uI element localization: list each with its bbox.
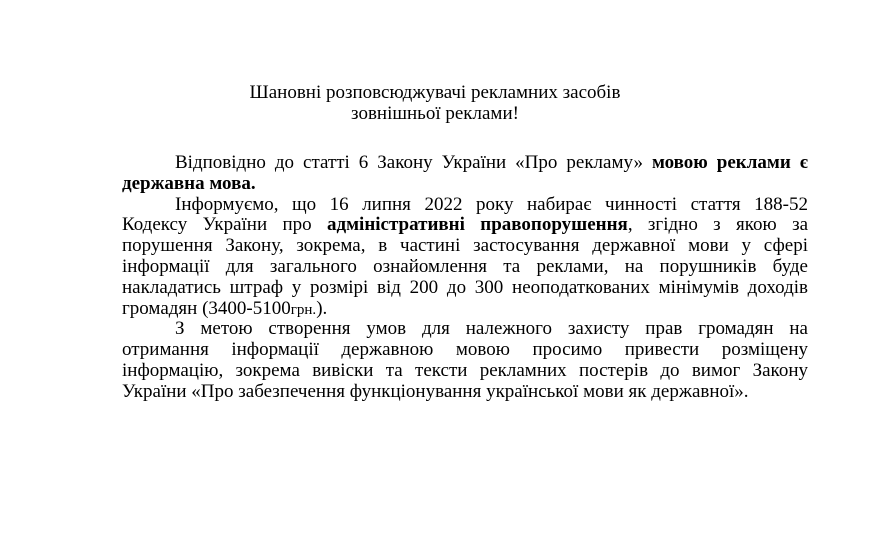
paragraph-request: [122, 319, 808, 402]
text-line: [122, 236, 808, 257]
text-line: [122, 215, 808, 236]
paragraph-language-law: [122, 153, 808, 195]
text-run: Кодексу України про: [122, 214, 327, 236]
title-line-2: зовнішньої реклами!: [351, 103, 519, 124]
text-run: ).: [316, 297, 328, 319]
text-line: [122, 153, 808, 174]
document-body: [122, 153, 808, 403]
text-run: порушення Закону, зокрема, в частині застосування державної мови у сфері: [122, 235, 808, 257]
text-line: [122, 340, 808, 361]
text-run: інформацію, зокрема вивіски та тексти рекламних постерів до вимог Закону: [122, 359, 808, 381]
text-line: [122, 174, 808, 195]
text-line: [122, 195, 808, 216]
text-run: , згідно з якою за: [627, 214, 809, 236]
text-line: [122, 319, 808, 340]
text-run: Інформуємо, що 16 липня 2022 року набирає чинності стаття 188-52: [175, 193, 808, 215]
text-run: З метою створення умов для належного захисту прав громадян на: [175, 318, 808, 340]
text-run: громадян (3400-5100: [122, 297, 291, 319]
title-line-1: Шановні розповсюджувачі рекламних засобів: [249, 82, 621, 103]
text-run: отримання інформації державною мовою просимо привести розміщену: [122, 339, 808, 361]
bold-text-run: державна мова.: [122, 172, 256, 194]
text-run: України «Про забезпечення функціонування української мови як державної».: [122, 380, 749, 402]
text-run: Відповідно до статті 6 Закону України «Про рекламу»: [175, 152, 652, 173]
bold-text-run: адміністративні правопорушення: [327, 214, 628, 236]
text-line: [122, 361, 808, 382]
text-line: [122, 382, 808, 403]
text-run: накладатись штраф у розмірі від 200 до 300 неоподаткованих мінімумів доходів: [122, 276, 808, 298]
document-title: [0, 82, 870, 124]
text-line: [122, 278, 808, 299]
currency-unit: грн.: [290, 301, 317, 318]
bold-text-run: мовою реклами є: [651, 152, 808, 173]
paragraph-fine-notice: [122, 195, 808, 320]
text-line: [122, 299, 808, 320]
text-line: [122, 257, 808, 278]
text-run: інформації для загального ознайомлення та реклами, на порушників буде: [122, 255, 808, 277]
